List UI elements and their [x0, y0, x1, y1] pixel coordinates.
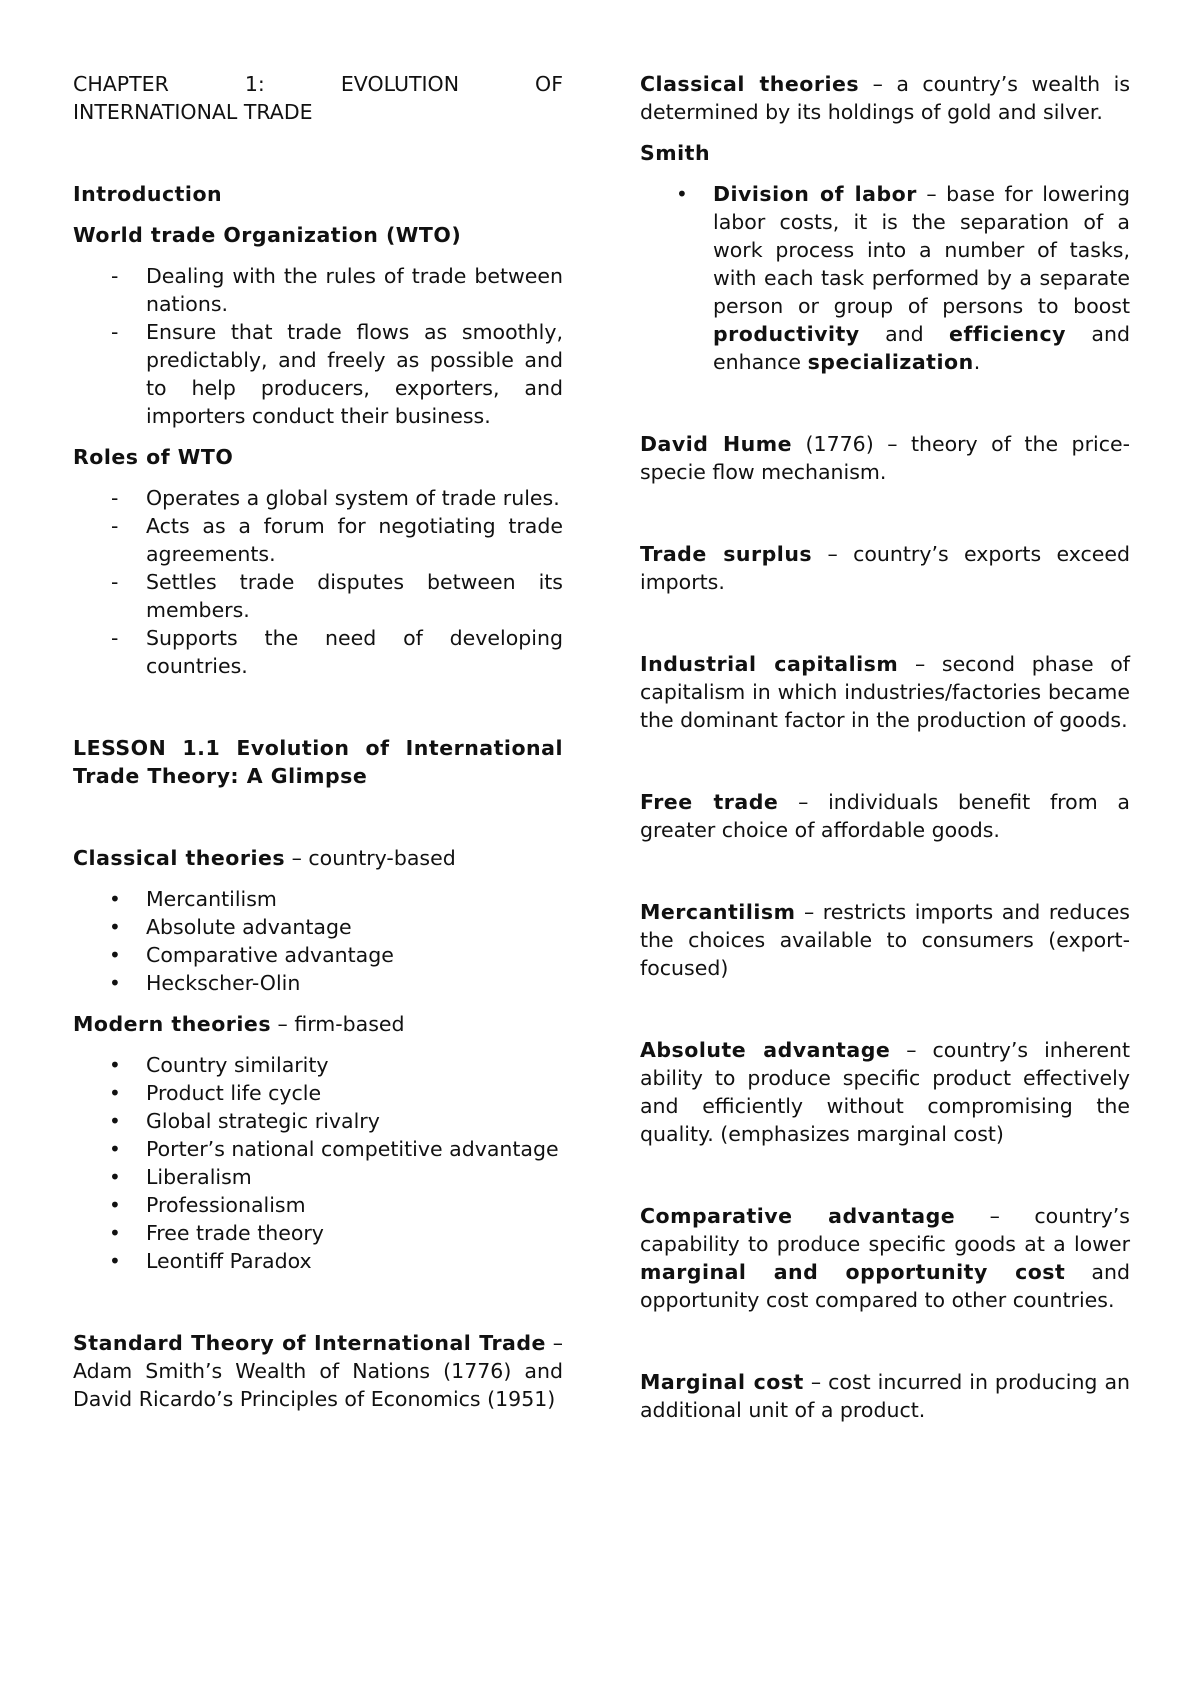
wto-heading: World trade Organization (WTO)	[73, 223, 462, 247]
list-item: • Mercantilism	[109, 887, 277, 911]
list-item: • Liberalism	[109, 1165, 252, 1189]
comparative-advantage-definition: Comparative advantage – country’s capability to produce specific goods at a lower marginal and opportunity cost and opportunity cost compared to other countries.	[640, 1204, 1130, 1312]
list-item: - Ensure that trade flows as smoothly, predictably, and freely as possible and to help producers, exporters, and importers conduct their business.	[111, 320, 563, 428]
trade-surplus-definition: Trade surplus – country’s exports exceed imports.	[640, 542, 1131, 594]
chapter-title-line-2: INTERNATIONAL TRADE	[73, 100, 313, 124]
list-item: - Operates a global system of trade rules.	[111, 486, 560, 510]
list-item: • Heckscher-Olin	[109, 971, 301, 995]
list-item: • Porter’s national competitive advantage	[109, 1137, 559, 1161]
list-item: • Country similarity	[109, 1053, 329, 1077]
industrial-capitalism-definition: Industrial capitalism – second phase of capitalism in which industries/factories became the dominant factor in the production of goods.	[640, 652, 1131, 732]
marginal-cost-definition: Marginal cost – cost incurred in producing an additional unit of a product.	[640, 1370, 1130, 1422]
roles-heading: Roles of WTO	[73, 445, 234, 469]
absolute-advantage-definition: Absolute advantage – country’s inherent ability to produce specific product effectively and efficiently without compromising the quality. (emphasizes marginal cost)	[640, 1038, 1131, 1146]
smith-list	[640, 180, 1130, 376]
lesson-heading: LESSON 1.1 Evolution of International Trade Theory: A Glimpse	[73, 736, 563, 788]
list-item: • Free trade theory	[109, 1221, 324, 1245]
david-hume-definition: David Hume (1776) – theory of the price-specie flow mechanism.	[640, 432, 1130, 484]
list-item: - Acts as a forum for negotiating trade agreements.	[111, 514, 563, 566]
list-item: - Supports the need of developing countries.	[111, 626, 563, 678]
classical-list	[73, 885, 563, 997]
list-item: • Division of labor – base for lowering labor costs, it is the separation of a work process into a number of tasks, with each task performed by a separate person or group of persons to boost productivity and efficiency and enhance specialization.	[676, 182, 1130, 374]
mercantilism-definition: Mercantilism – restricts imports and reduces the choices available to consumers (export-focused)	[640, 900, 1130, 980]
right-column	[640, 70, 1130, 1424]
list-item: - Dealing with the rules of trade between nations.	[111, 264, 563, 316]
list-item: - Settles trade disputes between its members.	[111, 570, 563, 622]
list-item: • Global strategic rivalry	[109, 1109, 380, 1133]
chapter-title-line-1: CHAPTER 1: EVOLUTION OF	[73, 72, 563, 96]
classical-theories-definition: Classical theories – a country’s wealth is determined by its holdings of gold and silver.	[640, 72, 1131, 124]
modern-list	[73, 1051, 563, 1275]
classical-theories-line: Classical theories – country-based	[73, 846, 456, 870]
introduction-heading: Introduction	[73, 182, 223, 206]
list-item: • Comparative advantage	[109, 943, 394, 967]
modern-theories-line: Modern theories – firm-based	[73, 1012, 405, 1036]
list-item: • Product life cycle	[109, 1081, 322, 1105]
roles-list	[73, 484, 563, 680]
wto-list	[73, 262, 563, 430]
smith-heading: Smith	[640, 141, 711, 165]
free-trade-definition: Free trade – individuals benefit from a greater choice of affordable goods.	[640, 790, 1130, 842]
list-item: • Professionalism	[109, 1193, 306, 1217]
standard-theory-paragraph: Standard Theory of International Trade – Adam Smith’s Wealth of Nations (1776) and David Ricardo’s Principles of Economics (1951)	[73, 1331, 563, 1411]
list-item: • Leontiff Paradox	[109, 1249, 312, 1273]
left-column	[73, 70, 563, 1413]
list-item: • Absolute advantage	[109, 915, 352, 939]
